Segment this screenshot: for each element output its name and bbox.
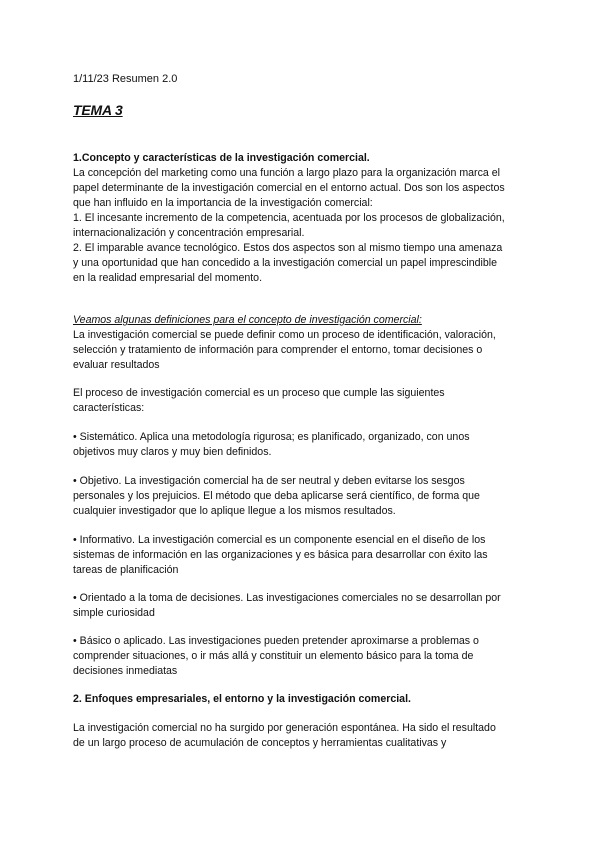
bullet-line: objetivos muy claros y muy bien definidos. (73, 446, 272, 458)
bullet-line: sistemas de información en las organizaciones y es básica para desarrollar con éxito las (73, 549, 488, 561)
bullet-orientado (73, 591, 533, 621)
paragraph-line: 1. El incesante incremento de la competencia, acentuada por los procesos de globalización, (73, 212, 505, 224)
paragraph-line: y una oportunidad que han concedido a la investigación comercial un papel imprescindible (73, 257, 498, 269)
section-1 (73, 151, 533, 286)
paragraph-line: de un largo proceso de acumulación de conceptos y herramientas cualitativas y (73, 737, 447, 749)
paragraph-line: El proceso de investigación comercial es un proceso que cumple las siguientes (73, 387, 445, 399)
paragraph-line: que han influido en la importancia de la investigación comercial: (73, 197, 373, 209)
paragraph-line: La investigación comercial no ha surgido por generación espontánea. Ha sido el resultado (73, 722, 496, 734)
bullet-line: cualquier investigador que lo aplique llegue a los mismos resultados. (73, 505, 396, 517)
bullet-objetivo (73, 474, 533, 519)
definitions-subheading: Veamos algunas definiciones para el concepto de investigación comercial: (73, 314, 422, 326)
bullet-line: • Objetivo. La investigación comercial ha de ser neutral y deben evitarse los sesgos (73, 475, 465, 487)
paragraph-line: características: (73, 402, 145, 414)
definitions-block (73, 313, 533, 373)
paragraph-line: en la realidad empresarial del momento. (73, 272, 263, 284)
bullet-line: personales y los prejuicios. El método que deba aplicarse será científico, de forma que (73, 490, 480, 502)
section-1-heading: 1.Concepto y características de la investigación comercial. (73, 152, 370, 164)
process-block (73, 386, 533, 416)
bullet-line: tareas de planificación (73, 564, 179, 576)
bullet-line: decisiones inmediatas (73, 665, 178, 677)
section-2-body (73, 721, 533, 751)
paragraph-line: La concepción del marketing como una función a largo plazo para la organización marca el (73, 167, 500, 179)
section-2 (73, 692, 533, 707)
paragraph-line: 2. El imparable avance tecnológico. Estos dos aspectos son al mismo tiempo una amenaza (73, 242, 503, 254)
topic-title: TEMA 3 (73, 102, 123, 118)
paragraph-line: papel determinante de la investigación comercial en el entorno actual. Dos son los aspectos (73, 182, 505, 194)
paragraph-line: La investigación comercial se puede definir como un proceso de identificación, valoración, (73, 329, 496, 341)
paragraph-line: selección y tratamiento de información para comprender el entorno, tomar decisiones o (73, 344, 483, 356)
bullet-line: simple curiosidad (73, 607, 155, 619)
section-2-heading: 2. Enfoques empresariales, el entorno y la investigación comercial. (73, 693, 411, 705)
bullet-line: • Informativo. La investigación comercial es un componente esencial en el diseño de los (73, 534, 486, 546)
bullet-line: • Orientado a la toma de decisiones. Las investigaciones comerciales no se desarrollan por (73, 592, 501, 604)
bullet-informativo (73, 533, 533, 578)
bullet-line: • Básico o aplicado. Las investigaciones pueden pretender aproximarse a problemas o (73, 635, 479, 647)
bullet-line: comprender situaciones, o ir más allá y constituir un elemento básico para la toma de (73, 650, 474, 662)
bullet-sistematico (73, 430, 533, 460)
bullet-line: • Sistemático. Aplica una metodología rigurosa; es planificado, organizado, con unos (73, 431, 470, 443)
paragraph-line: evaluar resultados (73, 359, 160, 371)
paragraph-line: internacionalización y concentración empresarial. (73, 227, 305, 239)
bullet-basico (73, 634, 533, 679)
date-line: 1/11/23 Resumen 2.0 (73, 73, 178, 85)
